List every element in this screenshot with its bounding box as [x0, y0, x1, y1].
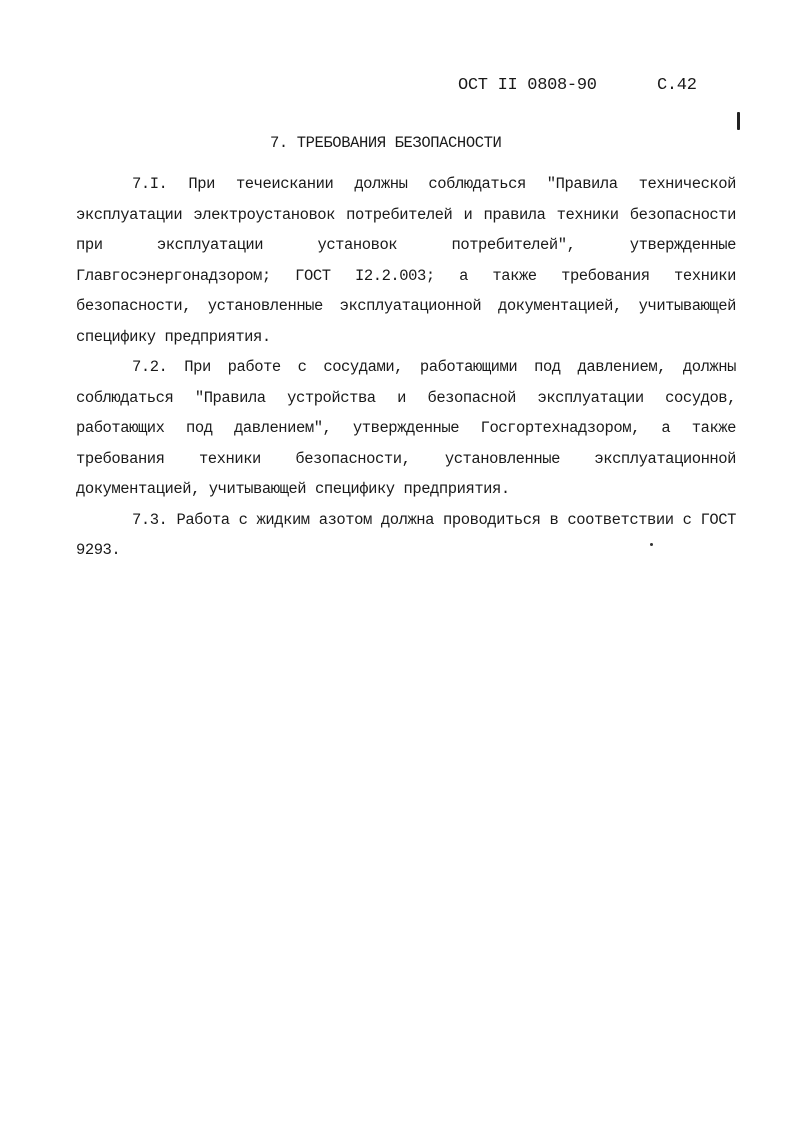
- paragraph-number: 7.I.: [132, 175, 168, 193]
- paragraph-7-2: [76, 352, 736, 505]
- paragraph-text: При течеискании должны соблюдаться "Правила технической эксплуатации электроустановок потребителей и правила техники безопасности при эксплуатации установок потребителей", утвержденные Главгосэнергонадзором; ГОСТ I2.2.003; а также требования техники безопасности, установленные эксплуатационной документацией, учитывающей специфику предприятия.: [76, 175, 736, 346]
- section-title: 7. ТРЕБОВАНИЯ БЕЗОПАСНОСТИ: [270, 134, 502, 152]
- section-body: [76, 169, 736, 566]
- paragraph-7-1: [76, 169, 736, 352]
- paragraph-text: Работа с жидким азотом должна проводиться в соответствии с ГОСТ 9293.: [76, 510, 736, 559]
- document-code: ОСТ II 0808-90: [458, 76, 597, 95]
- page-number: С.42: [657, 76, 697, 95]
- paragraph-number: 7.3.: [132, 510, 168, 529]
- page-header: [0, 76, 793, 100]
- scan-mark: [737, 112, 740, 130]
- paragraph-7-3: [76, 505, 736, 566]
- paragraph-text: При работе с сосудами, работающими под давлением, должны соблюдаться "Правила устройства и безопасной эксплуатации сосудов, работающих под давлением", утвержденные Госгортехнадзором, а также требования техники безопасности, установленные эксплуатационной документацией, учитывающей специфику предприятия.: [76, 358, 736, 498]
- paragraph-number: 7.2.: [132, 358, 168, 376]
- scan-speck: [650, 543, 653, 546]
